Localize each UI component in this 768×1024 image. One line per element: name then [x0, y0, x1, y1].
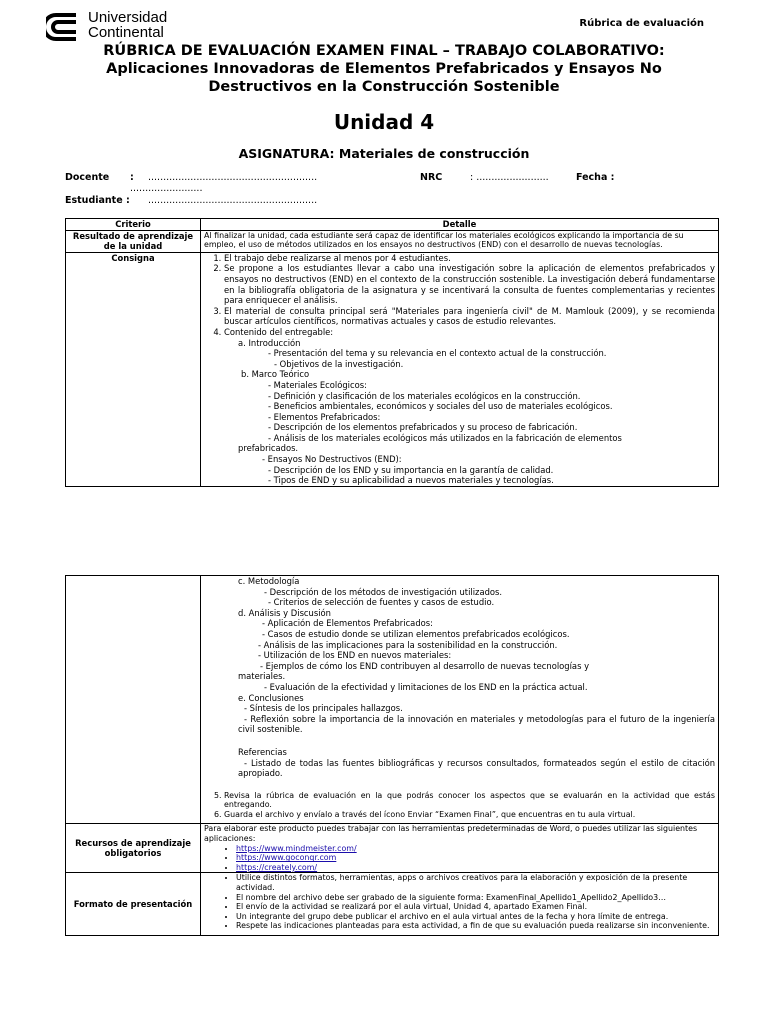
table-header-row — [66, 219, 719, 231]
table-row-recursos — [66, 824, 719, 873]
referencias-text: - Listado de todas las fuentes bibliográficas y recursos consultados, formateados según el estilo de citación apropiado. — [238, 757, 715, 779]
contenido-line: - Análisis de las implicaciones para la sostenibilidad en la construcción. — [258, 639, 558, 650]
title-line3: Destructivos en la Construcción Sostenible — [208, 79, 560, 95]
contenido-line: - Ensayos No Destructivos (END): — [262, 454, 402, 465]
consigna-detail — [201, 252, 719, 486]
consigna-item-4: 4. Contenido del entregable: — [224, 327, 715, 338]
logo-line1: Universidad — [88, 9, 168, 26]
contenido-d: d. Análisis y Discusión — [238, 607, 331, 618]
recursos-intro: Para elaborar este producto puedes trabajar con las herramientas predeterminadas de Word, o puedes utilizar las siguientes aplicaciones: — [204, 824, 698, 844]
formato-item-4: • Un integrante del grupo debe publicar el archivo en el aula virtual antes de la fecha y hora límite de entrega. — [236, 912, 715, 922]
detalle-header: Detalle — [201, 219, 719, 231]
estudiante-label: Estudiante : — [65, 195, 130, 206]
estudiante-field[interactable]: ........................................................ — [148, 195, 318, 206]
contenido-line: - Aplicación de Elementos Prefabricados: — [262, 618, 433, 629]
contenido-line: prefabricados. — [238, 443, 299, 454]
contenido-line: - Tipos de END y su aplicabilidad a nuevos materiales y tecnologías. — [268, 475, 554, 486]
logo-line2: Continental — [88, 24, 164, 41]
contenido-e: e. Conclusiones — [238, 692, 304, 703]
contenido-line: - Ejemplos de cómo los END contribuyen al desarrollo de nuevas tecnologías y — [260, 660, 590, 671]
continuation-detail — [201, 576, 719, 824]
document-title — [60, 42, 708, 96]
table-row-resultado — [66, 230, 719, 252]
contenido-line: - Objetivos de la investigación. — [274, 358, 404, 369]
contenido-line: materiales. — [238, 671, 286, 682]
title-line1: RÚBRICA DE EVALUACIÓN EXAMEN FINAL – TRABAJO COLABORATIVO: — [103, 43, 665, 59]
contenido-line: - Síntesis de los principales hallazgos. — [244, 703, 403, 714]
contenido-line: - Definición y clasificación de los materiales ecológicos en la construcción. — [268, 390, 581, 401]
creately-link[interactable]: https://creately.com/ — [236, 862, 318, 872]
nrc-label: NRC — [420, 172, 443, 183]
resultado-label: Resultado de aprendizaje de la unidad — [66, 230, 201, 252]
contenido-line: - Criterios de selección de fuentes y casos de estudio. — [268, 597, 495, 608]
contenido-b: b. Marco Teórico — [241, 369, 310, 380]
contenido-line: - Reflexión sobre la importancia de la innovación en materiales y metodologías para el futuro de la ingeniería civil sostenible. — [238, 713, 715, 735]
contenido-line: - Elementos Prefabricados: — [268, 411, 381, 422]
fecha-field[interactable]: ........................ — [130, 183, 203, 194]
docente-colon: : — [130, 172, 134, 183]
formato-detail — [201, 873, 719, 936]
contenido-line: - Descripción de los elementos prefabricados y su proceso de fabricación. — [268, 422, 578, 433]
goconqr-link[interactable]: https://www.goconqr.com — [236, 853, 337, 863]
docente-label: Docente — [65, 172, 110, 183]
consigna-item-1: 1. El trabajo debe realizarse al menos por 4 estudiantes. — [224, 253, 715, 264]
fecha-label: Fecha : — [576, 172, 615, 183]
contenido-line: - Descripción de los END y su importancia en la garantía de calidad. — [268, 464, 554, 475]
university-logo — [46, 10, 186, 42]
subject-heading: ASIGNATURA: Materiales de construcción — [238, 146, 530, 161]
docente-field[interactable]: ........................................................ — [148, 172, 318, 183]
table-row-consigna — [66, 252, 719, 486]
list-item — [236, 844, 715, 854]
consigna-item-3: 3. El material de consulta principal será "Materiales para ingeniería civil" de M. Mamlouk (2009), y se recomienda buscar artículos científicos, normativas actuales y casos de estudio relevantes. — [224, 306, 715, 327]
continuation-empty-cell — [66, 576, 201, 824]
resultado-text: Al finalizar la unidad, cada estudiante será capaz de identificar los materiales ecológicos explicando la importancia de su empleo, el uso de métodos utilizados en los ensayos no destructivos (END) con el desarrollo de nuevas tecnologías. — [201, 230, 719, 252]
contenido-line: - Descripción de los métodos de investigación utilizados. — [264, 586, 503, 597]
formato-item-3: • El envío de la actividad se realizará por el aula virtual, Unidad 4, apartado Examen Final. — [236, 902, 715, 912]
mindmeister-link[interactable]: https://www.mindmeister.com/ — [236, 843, 357, 853]
recursos-detail — [201, 824, 719, 873]
contenido-line: - Presentación del tema y su relevancia en el contexto actual de la construcción. — [268, 348, 607, 359]
list-item — [236, 853, 715, 863]
recursos-label: Recursos de aprendizaje obligatorios — [66, 824, 201, 873]
consigna-item-2: 2. Se propone a los estudiantes llevar a cabo una investigación sobre la aplicación de elementos prefabricados y ensayos no destructivos (END) en el contexto de la construcción sostenible. La investigación deberá fundamentarse en la bibliografía obligatoria de la asignatura y se incentivará la consulta de fuentes complementarias y recientes para enriquecer el análisis. — [224, 263, 715, 305]
contenido-c: c. Metodología — [238, 576, 300, 586]
table-row-continuation — [66, 576, 719, 824]
list-item — [236, 863, 715, 873]
nrc-field[interactable]: : ........................ — [470, 172, 549, 183]
unit-heading: Unidad 4 — [333, 110, 435, 134]
formato-item-5: • Respete las indicaciones planteadas para esta actividad, a fin de que su evaluación pueda realizarse sin inconveniente. — [236, 921, 715, 931]
contenido-line: - Casos de estudio donde se utilizan elementos prefabricados ecológicos. — [262, 628, 570, 639]
consigna-label: Consigna — [66, 252, 201, 486]
title-line2: Aplicaciones Innovadoras de Elementos Prefabricados y Ensayos No — [106, 61, 662, 77]
contenido-line: - Evaluación de la efectividad y limitaciones de los END en la práctica actual. — [264, 681, 588, 692]
rubric-table-part1 — [65, 218, 719, 487]
university-logo-icon — [46, 12, 82, 42]
header-right-label: Rúbrica de evaluación — [579, 18, 704, 29]
formato-label: Formato de presentación — [66, 873, 201, 936]
formato-item-2: • El nombre del archivo debe ser grabado de la siguiente forma: ExamenFinal_Apellido1_Apellido2_Apellido3… — [236, 893, 715, 903]
rubric-table-part2 — [65, 575, 719, 936]
referencias-heading: Referencias — [238, 746, 287, 757]
contenido-line: - Beneficios ambientales, económicos y sociales del uso de materiales ecológicos. — [268, 401, 613, 412]
formato-item-1: • Utilice distintos formatos, herramientas, apps o archivos creativos para la elaboración y exposición de la presente actividad. — [236, 873, 715, 892]
consigna-item-5: 5. Revisa la rúbrica de evaluación en la que podrás conocer los aspectos que se evaluarán en la actividad que estás entregando. — [224, 791, 715, 810]
contenido-line: - Análisis de los materiales ecológicos más utilizados en la fabricación de elementos — [268, 432, 622, 443]
contenido-a: a. Introducción — [238, 337, 301, 348]
consigna-item-6: 6. Guarda el archivo y envíalo a través del ícono Enviar “Examen Final”, que encuentras en tu aula virtual. — [224, 810, 715, 820]
criterio-header: Criterio — [66, 219, 201, 231]
contenido-line: - Materiales Ecológicos: — [268, 379, 367, 390]
table-row-formato — [66, 873, 719, 936]
contenido-line: - Utilización de los END en nuevos materiales: — [258, 650, 452, 661]
